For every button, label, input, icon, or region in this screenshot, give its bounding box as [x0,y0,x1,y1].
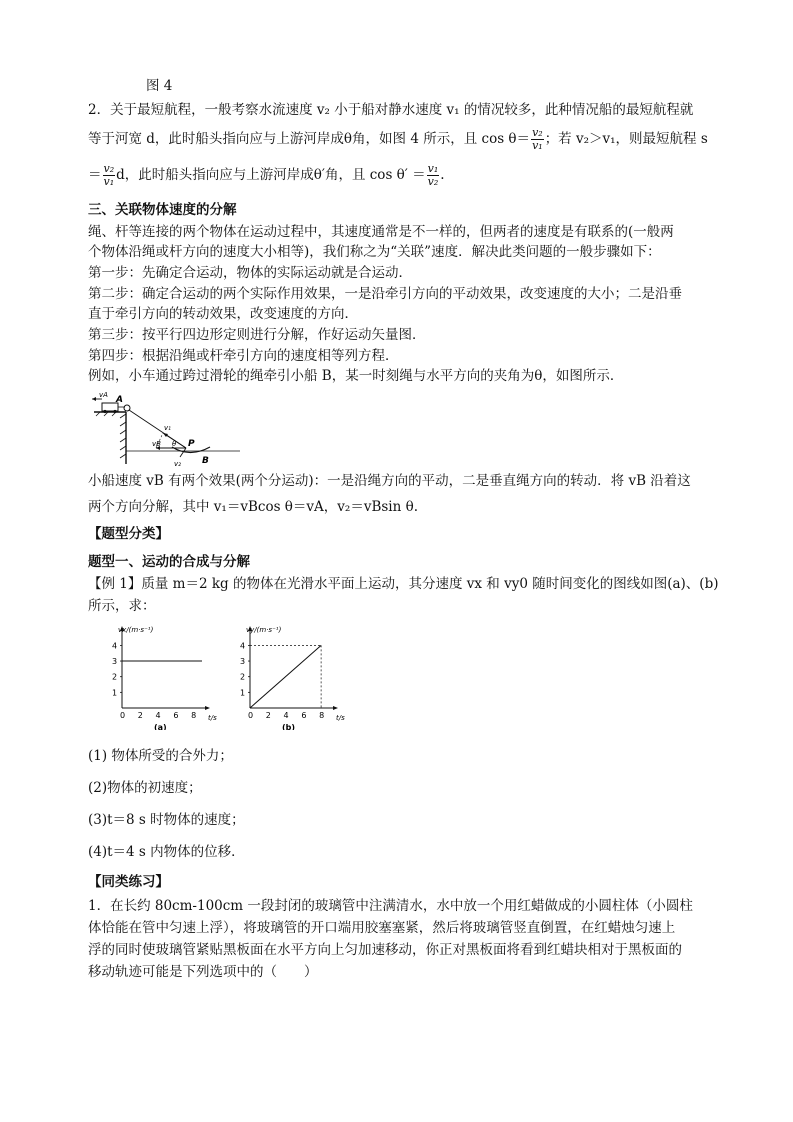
question-2: (2)物体的初速度； [88,780,202,796]
fraction-denominator: v₁ [103,175,115,188]
y-tick-label: 4 [240,641,246,651]
p2-line-2-text-b: ；若 v₂＞v₁，则最短航程 s [544,131,708,147]
va-arrowhead [92,397,96,401]
x-tick-label: 6 [301,711,307,720]
section-3-heading: 三、关联物体速度的分解 [88,202,237,218]
fraction-numerator: v₁ [427,162,439,175]
y-tick-label: 2 [112,672,118,682]
vb-label: vB [152,440,161,448]
fraction-v2-over-v1 [531,127,544,152]
fraction-denominator: v₁ [532,139,543,152]
section-3-explanation: 小船速度 vB 有两个效果(两个分运动)：一是沿绳方向的平动，二是垂直绳方向的转动．将 vB 沿着这 [88,473,691,489]
y-tick-label: 3 [240,657,246,667]
practice-1-line: 浮的同时使玻璃管紧贴黑板面在水平方向上匀加速移动，你正对黑板面将看到红蜡块相对于黑板面的 [88,942,682,958]
boat-pulley-figure [90,388,240,468]
example-1-line-2: 所示，求： [88,598,156,614]
cliff-hatching [96,412,126,458]
section-3-formula: 两个方向分解，其中 v₁＝vBcos θ＝vA，v₂＝vBsin θ. [88,499,419,515]
fraction-v1-over-v2 [427,163,440,188]
section-3-step-3: 第三步：按平行四边形定则进行分解，作好运动矢量图． [88,327,426,343]
x-tick-label: 8 [191,711,197,720]
y-axis-label: vy/(m·s⁻¹) [246,626,282,634]
chart-b-vy [228,622,348,730]
section-3-line: 个物体沿绳或杆方向的速度大小相等)，我们称之为“关联”速度．解决此类问题的一般步骤如下： [88,244,661,260]
practice-1-line: 1．在长约 80cm-100cm 一段封闭的玻璃管中注满清水，水中放一个用红蜡做成的小圆柱体（小圆柱 [88,898,693,914]
x-tick-label: 2 [265,711,271,720]
p2-line-3-text-b: d，此时船头指向应与上游河岸成θ′角，且 cos θ′ ＝ [116,167,426,183]
y-tick-label: 4 [112,641,118,651]
y-tick-label: 3 [112,657,118,667]
cart-wheel [113,410,116,413]
fraction-v2-over-v1-b [103,163,116,188]
fraction-denominator: v₂ [427,175,439,188]
series-line-vy [250,645,321,708]
v1-arrowhead [163,433,168,437]
x-tick-label: 4 [283,711,289,720]
x-tick-label: 8 [319,711,325,720]
practice-heading: 【同类练习】 [88,874,169,890]
question-1: (1) 物体所受的合外力； [88,748,233,764]
p2-line-2-text-a: 等于河宽 d，此时船头指向应与上游河岸成θ角，如图 4 所示，且 cos θ＝ [88,131,531,147]
type-1-heading: 题型一、运动的合成与分解 [88,554,250,570]
section-3-step-4: 第四步：根据沿绳或杆牵引方向的速度相等列方程． [88,348,399,364]
chart-caption: (a) [154,723,167,730]
section-3-step-2: 第二步：确定合运动的两个实际作用效果，一是沿牵引方向的平动效果，改变速度的大小；二是沿垂 [88,286,682,302]
x-axis-label: t/s [336,714,345,722]
va-label: vA [99,391,108,399]
x-axis-arrowhead [205,706,210,710]
x-axis-arrowhead [333,706,338,710]
x-tick-label: 2 [137,711,143,720]
p2-line-3-text-c: . [440,167,445,183]
theta-label: θ [172,440,177,448]
p2-line-1: 2．关于最短航程，一般考察水流速度 v₂ 小于船对静水速度 v₁ 的情况较多，此种情况船的最短航程就 [88,102,694,118]
point-p-label: P [188,439,195,449]
x-tick-label: 4 [155,711,161,720]
x-tick-label: 0 [120,711,126,720]
cart-wheel [103,410,106,413]
boat-label-b: B [202,456,209,466]
section-3-example: 例如，小车通过跨过滑轮的绳牵引小船 B，某一时刻绳与水平方向的夹角为θ，如图所示． [88,368,624,384]
classification-heading: 【题型分类】 [88,526,169,542]
question-3: (3)t＝8 s 时物体的速度； [88,812,245,828]
practice-1-line: 移动轨迹可能是下列选项中的（ ） [88,964,318,980]
chart-a-vx [100,622,220,730]
p2-line-3 [88,162,445,188]
example-1-line-1: 【例 1】质量 m＝2 kg 的物体在光滑水平面上运动，其分速度 vx 和 vy0 随时间变化的图线如图(a)、(b) [88,576,719,592]
x-tick-label: 6 [173,711,179,720]
p2-line-3-text-a: ＝ [88,167,102,183]
y-axis-label: vx/(m·s⁻¹) [118,626,154,634]
x-axis-label: t/s [208,714,217,722]
v2-label: v₂ [174,460,181,468]
section-3-step-1: 第一步：先确定合运动，物体的实际运动就是合运动． [88,265,412,281]
y-tick-label: 1 [112,688,118,698]
y-tick-label: 2 [240,672,246,682]
cart-label-a: A [116,395,123,405]
x-tick-label: 0 [248,711,254,720]
p2-line-2 [88,126,708,152]
section-3-line: 绳、杆等连接的两个物体在运动过程中，其速度通常是不一样的，但两者的速度是有联系的(一般两 [88,224,674,240]
question-4: (4)t＝4 s 内物体的位移． [88,844,245,860]
chart-caption: (b) [282,723,296,730]
v1-label: v₁ [164,424,171,432]
fraction-numerator: v₂ [532,126,543,139]
section-3-step-2-cont: 直于牵引方向的转动效果，改变速度的方向． [88,306,358,322]
y-tick-label: 1 [240,688,246,698]
practice-1-line: 体恰能在管中匀速上浮），将玻璃管的开口端用胶塞塞紧，然后将玻璃管竖直倒置，在红蜡烛匀速上 [88,920,676,936]
figure-4-caption: 图 4 [146,78,173,94]
fraction-numerator: v₂ [103,162,115,175]
